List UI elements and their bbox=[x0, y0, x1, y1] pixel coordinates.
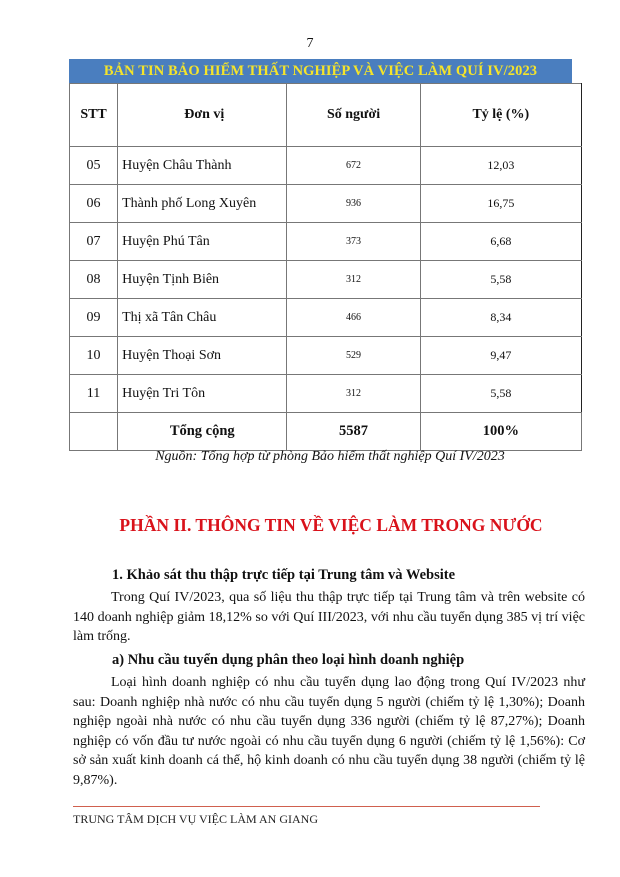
total-label: Tổng cộng bbox=[118, 413, 287, 451]
page-number: 7 bbox=[306, 36, 314, 51]
cell-unit: Huyện Thoại Sơn bbox=[118, 337, 287, 375]
cell-rate: 6,68 bbox=[420, 223, 581, 261]
table-header-row bbox=[70, 84, 582, 147]
total-stt bbox=[70, 413, 118, 451]
cell-stt: 10 bbox=[70, 337, 118, 375]
cell-count: 466 bbox=[287, 299, 420, 337]
cell-count: 936 bbox=[287, 185, 420, 223]
footer-organization: TRUNG TÂM DỊCH VỤ VIỆC LÀM AN GIANG bbox=[73, 812, 319, 826]
source-note: Nguồn: Tổng hợp từ phòng Bảo hiểm thất nghiệp Quí IV/2023 bbox=[155, 449, 505, 464]
header-rate: Tỷ lệ (%) bbox=[420, 84, 581, 147]
footer-rule bbox=[73, 806, 540, 807]
heading-demand-by-type: a) Nhu cầu tuyển dụng phân theo loại hình doanh nghiệp bbox=[112, 652, 465, 668]
cell-count: 312 bbox=[287, 261, 420, 299]
cell-stt: 08 bbox=[70, 261, 118, 299]
table-row bbox=[70, 299, 582, 337]
cell-rate: 5,58 bbox=[420, 261, 581, 299]
paragraph-demand-by-type: Loại hình doanh nghiệp có nhu cầu tuyển dụng lao động trong Quí IV/2023 như sau: Doanh nghiệp nhà nước có nhu cầu tuyển dụng 5 người (chiếm tỷ lệ 1,30%); Doanh nghiệp ngoài nhà nước có nhu cầu tuyển dụng 336 người (chiếm tỷ lệ 87,27%); Doanh nghiệp có vốn đầu tư nước ngoài có nhu cầu tuyển dụng 6 người (chiếm tỷ lệ 1,56%): Cơ sở sản xuất kinh doanh cá thể, hộ kinh doanh có nhu cầu tuyển dụng 38 người (chiếm tỷ lệ 9,87%). bbox=[73, 675, 585, 788]
cell-rate: 9,47 bbox=[420, 337, 581, 375]
cell-stt: 07 bbox=[70, 223, 118, 261]
bulletin-banner: BẢN TIN BẢO HIỂM THẤT NGHIỆP VÀ VIỆC LÀM QUÍ IV/2023 bbox=[69, 59, 572, 83]
total-rate: 100% bbox=[420, 413, 581, 451]
cell-rate: 12,03 bbox=[420, 147, 581, 185]
cell-stt: 06 bbox=[70, 185, 118, 223]
cell-count: 672 bbox=[287, 147, 420, 185]
section-title: PHẦN II. THÔNG TIN VỀ VIỆC LÀM TRONG NƯỚC bbox=[119, 515, 543, 535]
cell-unit: Huyện Châu Thành bbox=[118, 147, 287, 185]
paragraph-survey: Trong Quí IV/2023, qua số liệu thu thập trực tiếp tại Trung tâm và trên website có 140 doanh nghiệp giảm 18,12% so với Quí III/2023, với nhu cầu tuyển dụng 385 vị trí việc làm trống. bbox=[73, 590, 585, 644]
table-row bbox=[70, 223, 582, 261]
total-count: 5587 bbox=[287, 413, 420, 451]
cell-unit: Huyện Phú Tân bbox=[118, 223, 287, 261]
table-total-row bbox=[70, 413, 582, 451]
cell-rate: 16,75 bbox=[420, 185, 581, 223]
cell-rate: 5,58 bbox=[420, 375, 581, 413]
cell-unit: Thành phố Long Xuyên bbox=[118, 185, 287, 223]
table-row bbox=[70, 147, 582, 185]
cell-count: 312 bbox=[287, 375, 420, 413]
header-unit: Đơn vị bbox=[118, 84, 287, 147]
cell-stt: 05 bbox=[70, 147, 118, 185]
cell-count: 529 bbox=[287, 337, 420, 375]
heading-survey: 1. Khảo sát thu thập trực tiếp tại Trung tâm và Website bbox=[112, 567, 456, 583]
cell-count: 373 bbox=[287, 223, 420, 261]
cell-stt: 11 bbox=[70, 375, 118, 413]
cell-unit: Huyện Tịnh Biên bbox=[118, 261, 287, 299]
table-row bbox=[70, 185, 582, 223]
header-stt: STT bbox=[70, 84, 118, 147]
header-count: Số người bbox=[287, 84, 420, 147]
table-row bbox=[70, 375, 582, 413]
statistics-table bbox=[69, 83, 582, 451]
table-row bbox=[70, 261, 582, 299]
table-row bbox=[70, 337, 582, 375]
cell-unit: Thị xã Tân Châu bbox=[118, 299, 287, 337]
cell-unit: Huyện Tri Tôn bbox=[118, 375, 287, 413]
cell-rate: 8,34 bbox=[420, 299, 581, 337]
cell-stt: 09 bbox=[70, 299, 118, 337]
